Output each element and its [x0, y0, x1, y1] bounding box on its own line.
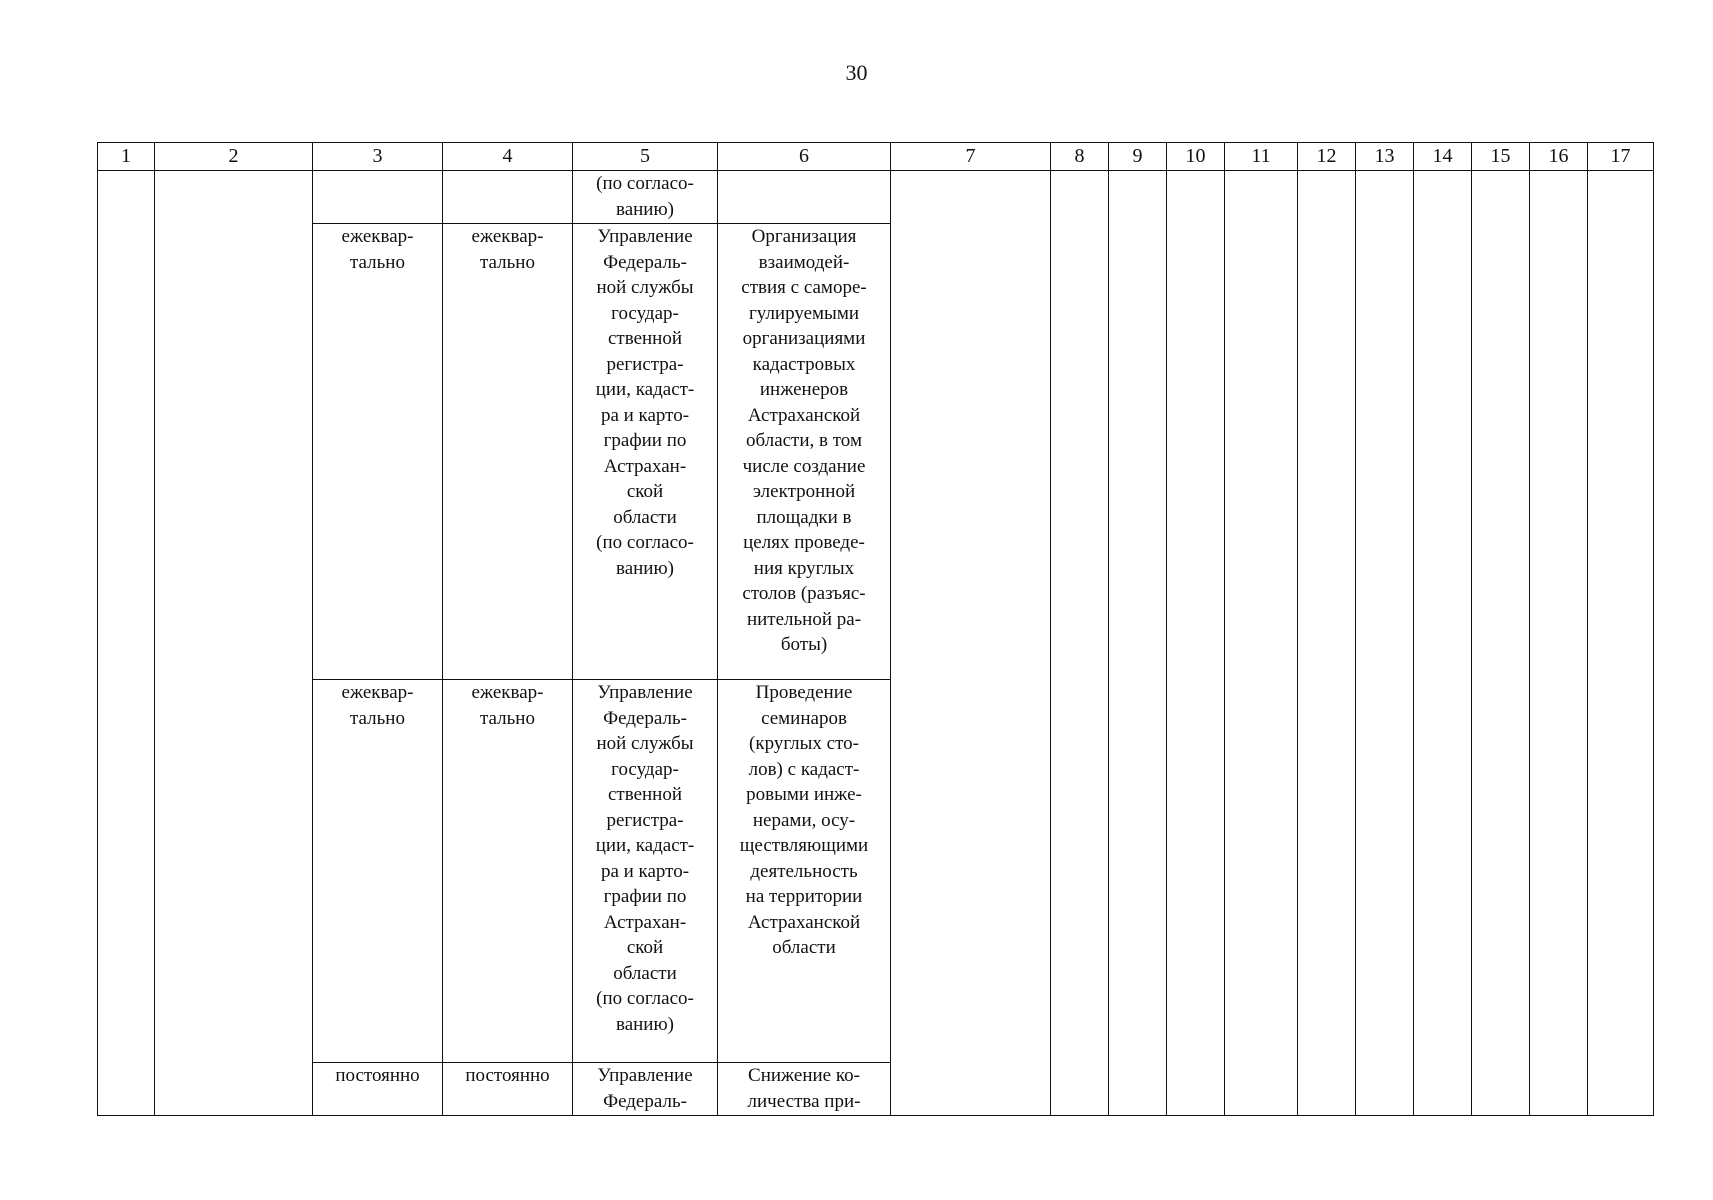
cell-col2 — [155, 171, 313, 1116]
cell-activity — [718, 171, 891, 224]
cell-col1 — [98, 171, 155, 1116]
column-header-6: 6 — [718, 143, 891, 171]
column-header-10: 10 — [1167, 143, 1225, 171]
cell-frequency: постоянно — [443, 1063, 573, 1116]
cell-col16 — [1530, 171, 1588, 1116]
column-header-17: 17 — [1588, 143, 1654, 171]
column-header-14: 14 — [1414, 143, 1472, 171]
cell-activity: Проведение семинаров (круглых сто- лов) с кадаст- ровыми инже- нерами, осу- ществляющими деятельность на территории Астраханской области — [718, 680, 891, 1063]
column-header-4: 4 — [443, 143, 573, 171]
plan-table — [97, 142, 1654, 1116]
column-header-9: 9 — [1109, 143, 1167, 171]
cell-responsible: Управление Федераль- — [573, 1063, 718, 1116]
column-header-7: 7 — [891, 143, 1051, 171]
column-header-2: 2 — [155, 143, 313, 171]
cell-activity: Снижение ко- личества при- — [718, 1063, 891, 1116]
cell-col14 — [1414, 171, 1472, 1116]
column-header-5: 5 — [573, 143, 718, 171]
cell-frequency: ежеквар- тально — [443, 224, 573, 680]
cell-responsible: (по согласо- ванию) — [573, 171, 718, 224]
cell-col9 — [1109, 171, 1167, 1116]
column-header-12: 12 — [1298, 143, 1356, 171]
page-number: 30 — [845, 60, 868, 85]
cell-col15 — [1472, 171, 1530, 1116]
column-header-15: 15 — [1472, 143, 1530, 171]
cell-frequency: ежеквар- тально — [313, 680, 443, 1063]
cell-col12 — [1298, 171, 1356, 1116]
column-header-11: 11 — [1225, 143, 1298, 171]
table-row — [98, 171, 1654, 224]
column-header-3: 3 — [313, 143, 443, 171]
cell-frequency — [443, 171, 573, 224]
cell-frequency: постоянно — [313, 1063, 443, 1116]
cell-responsible: Управление Федераль- ной службы государ- ственной регистра- ции, кадаст- ра и карто- графии по Астрахан- ской области (по согласо- ванию) — [573, 680, 718, 1063]
cell-responsible: Управление Федераль- ной службы государ- ственной регистра- ции, кадаст- ра и карто- графии по Астрахан- ской области (по согласо- ванию) — [573, 224, 718, 680]
cell-frequency: ежеквар- тально — [443, 680, 573, 1063]
cell-frequency — [313, 171, 443, 224]
header-row — [98, 143, 1654, 171]
column-header-1: 1 — [98, 143, 155, 171]
column-header-13: 13 — [1356, 143, 1414, 171]
column-header-8: 8 — [1051, 143, 1109, 171]
column-header-16: 16 — [1530, 143, 1588, 171]
cell-col7 — [891, 171, 1051, 1116]
cell-col17 — [1588, 171, 1654, 1116]
cell-col10 — [1167, 171, 1225, 1116]
cell-col8 — [1051, 171, 1109, 1116]
cell-col13 — [1356, 171, 1414, 1116]
cell-col11 — [1225, 171, 1298, 1116]
cell-frequency: ежеквар- тально — [313, 224, 443, 680]
cell-activity: Организация взаимодей- ствия с саморе- гулируемыми организациями кадастровых инженеров Астраханской области, в том числе создание электронной площадки в целях проведе- ния круглых столов (разъяс- нительной ра- боты) — [718, 224, 891, 680]
